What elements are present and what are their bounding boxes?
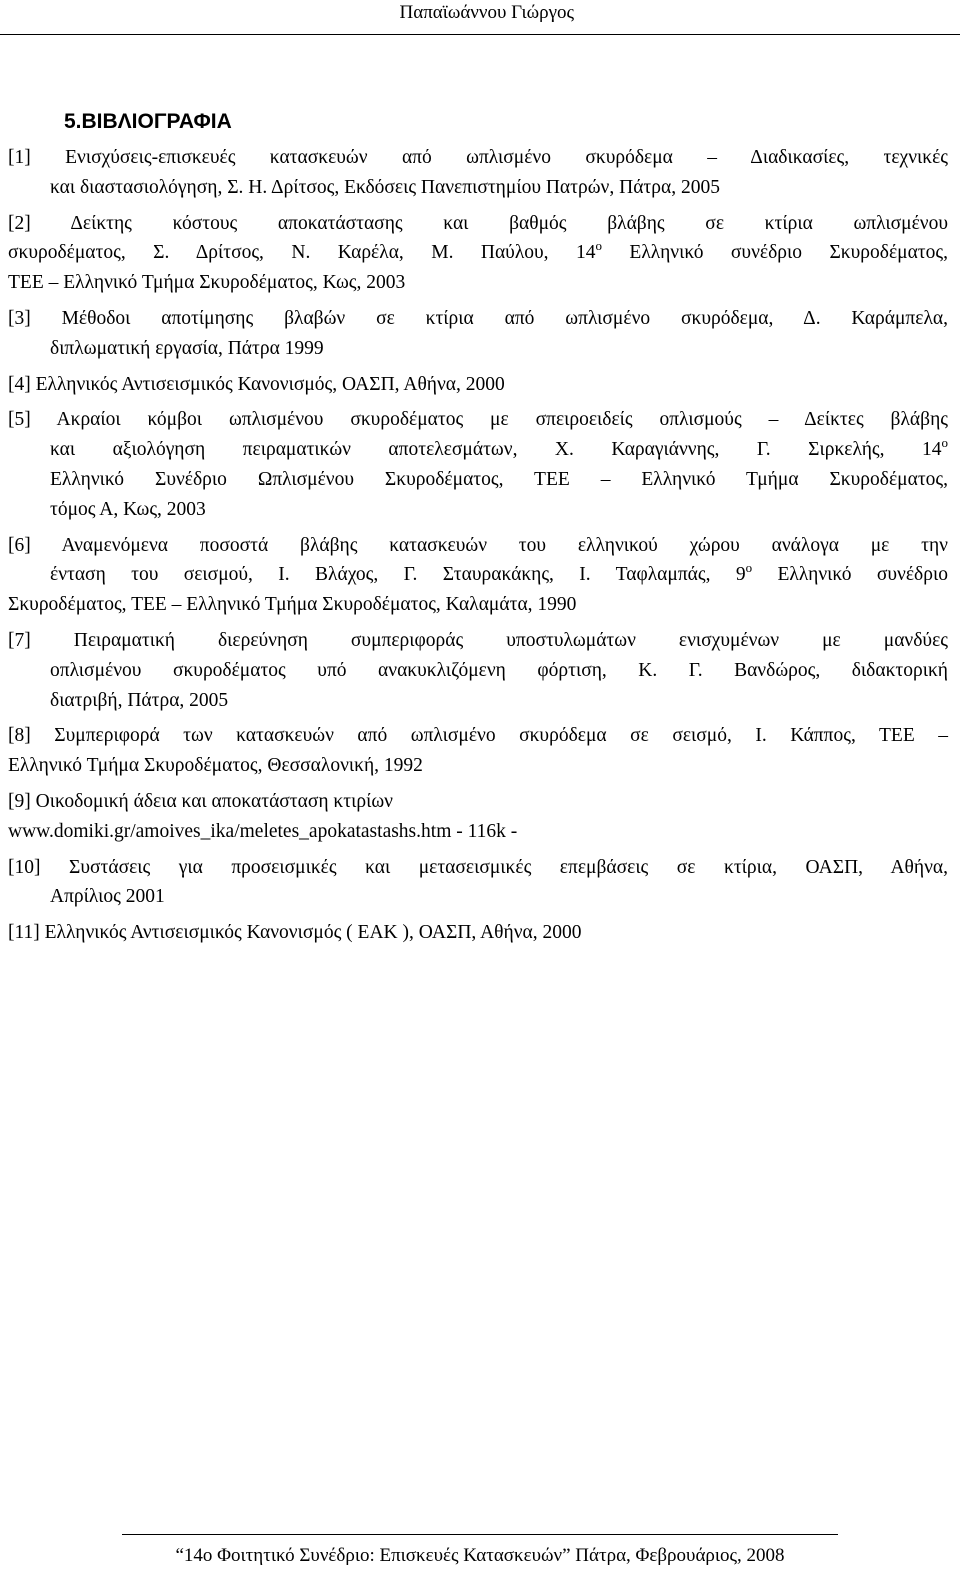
- ref-line: ΤΕΕ – Ελληνικό Τμήμα Σκυροδέματος, Κως, 2003: [8, 272, 406, 294]
- reference-8: [8, 721, 948, 781]
- page-header: [0, 0, 960, 35]
- ref-line: [8, 238, 948, 268]
- reference-4: [8, 370, 948, 400]
- reference-9: [8, 787, 948, 847]
- reference-10: [8, 853, 948, 913]
- ref-line: [8] Συμπεριφορά των κατασκευών από ωπλισμένο σκυρόδεμα σε σεισμό, Ι. Κάππος, ΤΕΕ –: [8, 725, 948, 747]
- reference-11: [8, 918, 948, 948]
- ref-line: [10] Συστάσεις για προσεισμικές και μετασεισμικές επεμβάσεις σε κτίρια, ΟΑΣΠ, Αθήνα,: [8, 856, 948, 878]
- reference-3: [8, 304, 948, 364]
- reference-2: [8, 209, 948, 298]
- superscript: ο: [941, 435, 948, 451]
- ref-line: [8, 560, 948, 590]
- ref-text: σκυροδέματος, Σ. Δρίτσος, Ν. Καρέλα, Μ. Παύλου, 14: [8, 242, 596, 264]
- section-title: 5.ΒΙΒΛΙΟΓΡΑΦΙΑ: [64, 110, 232, 133]
- ref-line: [6] Αναμενόμενα ποσοστά βλάβης κατασκευών του ελληνικού χώρου ανάλογα με την: [8, 534, 948, 556]
- ref-line: Σκυροδέματος, ΤΕΕ – Ελληνικό Τμήμα Σκυροδέματος, Καλαμάτα, 1990: [8, 594, 577, 616]
- ref-line: Ελληνικό Συνέδριο Ωπλισμένου Σκυροδέματος, ΤΕΕ – Ελληνικό Τμήμα Σκυροδέματος,: [50, 468, 948, 490]
- ref-line: και διαστασιολόγηση, Σ. Η. Δρίτσος, Εκδόσεις Πανεπιστημίου Πατρών, Πάτρα, 2005: [50, 176, 720, 198]
- reference-7: [8, 626, 948, 715]
- header-author: Παπαϊωάννου Γιώργος: [399, 2, 574, 23]
- ref-line: Απρίλιος 2001: [50, 886, 165, 908]
- footer-divider: [122, 1534, 838, 1535]
- ref-line: τόμος Α, Κως, 2003: [50, 498, 206, 520]
- ref-line: διατριβή, Πάτρα, 2005: [50, 689, 229, 711]
- ref-line: Ελληνικό Τμήμα Σκυροδέματος, Θεσσαλονική, 1992: [8, 755, 423, 777]
- footer-text: “14ο Φοιτητικό Συνέδριο: Επισκευές Κατασκευών” Πάτρα, Φεβρουάριος, 2008: [175, 1545, 785, 1566]
- ref-text: Ελληνικό συνέδριο Σκυροδέματος,: [602, 242, 948, 264]
- ref-line: [1] Ενισχύσεις-επισκευές κατασκευών από ωπλισμένο σκυρόδεμα – Διαδικασίες, τεχνικές: [8, 147, 948, 168]
- ref-text: ένταση του σεισμού, Ι. Βλάχος, Γ. Σταυρακάκης, Ι. Ταφλαμπάς, 9: [50, 564, 746, 586]
- ref-line: διπλωματική εργασία, Πάτρα 1999: [50, 337, 324, 359]
- ref-text: και αξιολόγηση πειραματικών αποτελεσμάτων, Χ. Καραγιάννης, Γ. Σιρκελής, 14: [50, 439, 942, 461]
- ref-line: οπλισμένου σκυροδέματος υπό ανακυκλιζόμενη φόρτιση, Κ. Γ. Βανδώρος, διδακτορική: [50, 659, 948, 681]
- ref-line: [3] Μέθοδοι αποτίμησης βλαβών σε κτίρια από ωπλισμένο σκυρόδεμα, Δ. Καράμπελα,: [8, 307, 948, 329]
- ref-line: [7] Πειραματική διερεύνηση συμπεριφοράς υποστυλωμάτων ενισχυμένων με μανδύες: [8, 629, 948, 651]
- reference-1: [8, 143, 948, 203]
- ref-line: [5] Ακραίοι κόμβοι ωπλισμένου σκυροδέματος με σπειροειδείς οπλισμούς – Δείκτες βλάβης: [8, 409, 948, 431]
- superscript: ο: [745, 560, 753, 576]
- ref-line: [9] Οικοδομική άδεια και αποκατάσταση κτιρίων: [8, 790, 393, 812]
- reference-list: [8, 143, 948, 954]
- reference-5: [8, 405, 948, 524]
- reference-6: [8, 531, 948, 620]
- ref-line: [2] Δείκτης κόστους αποκατάστασης και βαθμός βλάβης σε κτίρια ωπλισμένου: [8, 212, 948, 234]
- ref-line: [11] Ελληνικός Αντισεισμικός Κανονισμός ( ΕΑΚ ), ΟΑΣΠ, Αθήνα, 2000: [8, 922, 582, 944]
- ref-url: www.domiki.gr/amoives_ika/meletes_apokatastashs.htm - 116k -: [8, 820, 518, 842]
- superscript: ο: [595, 238, 602, 254]
- ref-line: [4] Ελληνικός Αντισεισμικός Κανονισμός, ΟΑΣΠ, Αθήνα, 2000: [8, 373, 505, 395]
- ref-text: Ελληνικό συνέδριο: [752, 564, 948, 586]
- ref-line: [8, 435, 948, 465]
